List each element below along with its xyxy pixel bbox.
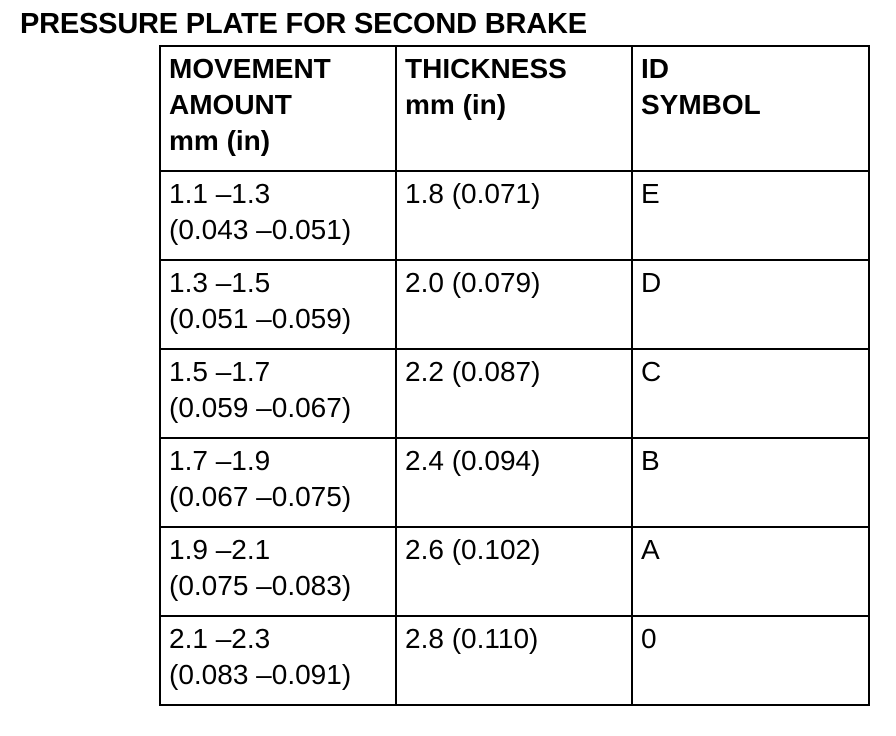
movement-cell bbox=[160, 527, 396, 616]
header-id-symbol bbox=[632, 46, 869, 171]
table-row bbox=[160, 438, 869, 527]
table-row bbox=[160, 527, 869, 616]
thickness-cell: 2.0 (0.079) bbox=[396, 260, 632, 349]
header-thickness bbox=[396, 46, 632, 171]
header-text: THICKNESS bbox=[405, 53, 567, 84]
movement-in: (0.083 –0.091) bbox=[169, 659, 352, 690]
movement-in: (0.067 –0.075) bbox=[169, 481, 352, 512]
page-title: PRESSURE PLATE FOR SECOND BRAKE bbox=[20, 8, 587, 40]
thickness-cell: 2.4 (0.094) bbox=[396, 438, 632, 527]
movement-mm: 1.3 –1.5 bbox=[169, 267, 271, 298]
table-row bbox=[160, 349, 869, 438]
id-symbol-cell: 0 bbox=[632, 616, 869, 705]
table-row bbox=[160, 616, 869, 705]
id-symbol-cell: E bbox=[632, 171, 869, 260]
thickness-cell: 2.2 (0.087) bbox=[396, 349, 632, 438]
movement-in: (0.043 –0.051) bbox=[169, 214, 352, 245]
movement-in: (0.075 –0.083) bbox=[169, 570, 352, 601]
movement-cell bbox=[160, 171, 396, 260]
movement-mm: 1.9 –2.1 bbox=[169, 534, 271, 565]
thickness-cell: 1.8 (0.071) bbox=[396, 171, 632, 260]
movement-cell bbox=[160, 349, 396, 438]
header-text: mm (in) bbox=[169, 125, 271, 156]
movement-mm: 1.7 –1.9 bbox=[169, 445, 271, 476]
header-movement-amount bbox=[160, 46, 396, 171]
movement-cell bbox=[160, 438, 396, 527]
movement-mm: 2.1 –2.3 bbox=[169, 623, 271, 654]
table-header-row bbox=[160, 46, 869, 171]
id-symbol-cell: A bbox=[632, 527, 869, 616]
movement-in: (0.059 –0.067) bbox=[169, 392, 352, 423]
header-text: ID bbox=[641, 53, 669, 84]
movement-mm: 1.5 –1.7 bbox=[169, 356, 271, 387]
id-symbol-cell: B bbox=[632, 438, 869, 527]
header-text: SYMBOL bbox=[641, 89, 761, 120]
id-symbol-cell: D bbox=[632, 260, 869, 349]
thickness-cell: 2.6 (0.102) bbox=[396, 527, 632, 616]
movement-cell bbox=[160, 616, 396, 705]
header-text: mm (in) bbox=[405, 89, 507, 120]
header-text: MOVEMENT bbox=[169, 53, 331, 84]
thickness-cell: 2.8 (0.110) bbox=[396, 616, 632, 705]
table-row bbox=[160, 260, 869, 349]
table-row bbox=[160, 171, 869, 260]
movement-mm: 1.1 –1.3 bbox=[169, 178, 271, 209]
movement-cell bbox=[160, 260, 396, 349]
movement-in: (0.051 –0.059) bbox=[169, 303, 352, 334]
header-text: AMOUNT bbox=[169, 89, 292, 120]
pressure-plate-table bbox=[159, 45, 870, 706]
id-symbol-cell: C bbox=[632, 349, 869, 438]
